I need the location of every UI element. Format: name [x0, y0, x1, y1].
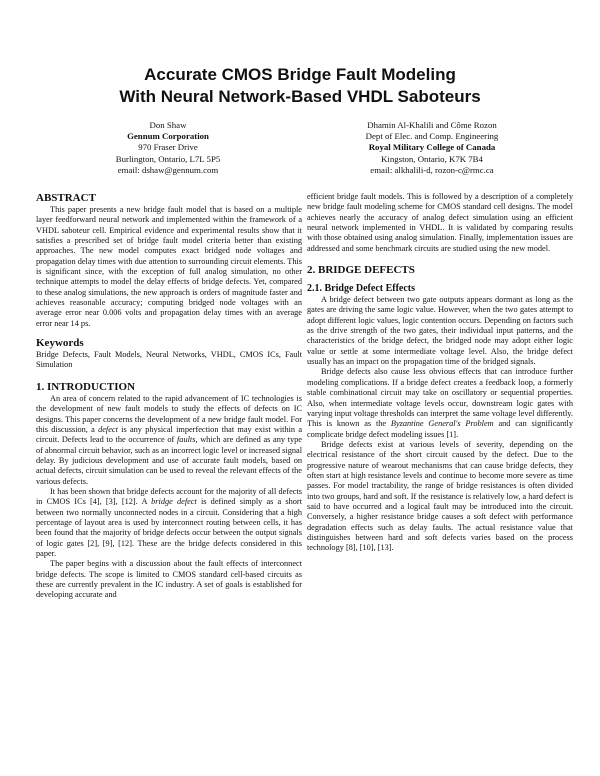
keywords-text: Bridge Defects, Fault Models, Neural Networks, VHDL, CMOS ICs, Fault Simulation: [36, 350, 302, 370]
introduction-heading: 1. INTRODUCTION: [36, 380, 136, 393]
author-address: Kingston, Ontario, K7K 7B4: [381, 153, 483, 164]
s21-p2-text: Bridge defects also cause less obvious effects that can introduce further modeling complications. If a bridge defect creates a feedback loop, a formerly stable combinational circuit may take on oscillatory or sequential properties. Also, when intermediate voltage levels occur, downstream logic gates with varying input voltage thresholds can interpret the same voltage level differently. This is known as the: [307, 367, 573, 429]
author-address-2: Burlington, Ontario, L7L 5P5: [115, 153, 221, 164]
intro-p2-text: It has been shown that bridge defects account for the majority of all defects in CMOS ICs [4], [3], [12]. A: [36, 486, 302, 507]
abstract-heading: ABSTRACT: [36, 192, 96, 204]
keywords-heading: Keywords: [36, 337, 84, 350]
abstract-text: This paper presents a new bridge fault model that is based on a multiple layer feedforward neural network and implemented within the framework of a VHDL saboteur cell. Empirical evidence and experimental results show that it satisfies a prescribed set of bridge fault model criteria better than existing approaches. The new model computes exact bridged node voltages and propagation delay times with due attention to surrounding circuit elements. This is significant since, with the exception of full analog simulation, no other technique attempts to model the delay effects of bridge defects. Yet, compared to these analog simulations, the new approach is orders of magnitude faster and achieves reasonable accuracy; computing bridged node voltages with an average error near 0.006 volts and propagation delay times with an average error near 14 ps.: [36, 205, 302, 328]
section-2-1-paragraph-1: A bridge defect between two gate outputs appears dormant as long as the gates are driving the same logic value. However, when the two gates attempt to adopt different logic values, logic contention occurs. Depending on factors such as the drive strength of the two gates, their individual input patterns, and the characteristics of the bridge defect, the bridged node may adopt either logic value or settle at some intermediate voltage level. Also, the bridge defect usually has an impact on the propagation time of the bridged signals.: [307, 295, 573, 367]
intro-paragraph-1: [36, 394, 302, 487]
author-name: Don Shaw: [149, 120, 187, 130]
s21-p2-text-b: and can significantly complicate bridge defect modeling issues [1].: [307, 419, 574, 439]
left-column: [36, 192, 302, 601]
intro-paragraph-3: The paper begins with a discussion about the fault effects of interconnect bridge defects. The scope is limited to CMOS standard cell-based circuits as these are currently prevalent in the IC industry. A set of goals is established for developing accurate and: [36, 559, 302, 600]
intro-p1-text-b: is any physical imperfection that may exist within a circuit. Defects lead to the occurrence of: [36, 424, 303, 445]
author-email: email: dshaw@gennum.com: [117, 164, 219, 175]
intro-continuation: efficient bridge fault models. This is followed by a description of a completely new bridge fault modeling scheme for CMOS standard cell designs. The model achieves nearly the accuracy of analog defect simulation using an efficient neural network implemented in VHDL. It is validated by comparing results with those obtained using analog simulation. Finally, implementation issues are addressed and some benchmark circuits are studied using the new model.: [307, 192, 573, 253]
title-line-1: Accurate CMOS Bridge Fault Modeling: [144, 65, 456, 84]
right-column: [307, 192, 573, 554]
section-2-1-paragraph-2: [307, 367, 573, 439]
author-dept: Dept of Elec. and Comp. Engineering: [365, 131, 499, 142]
author-org: Gennum Corporation: [127, 131, 209, 142]
section-2-1-paragraph-3: Bridge defects exist at various levels of severity, depending on the electrical resistance of the short circuit caused by the defect. Due to the progressive nature of wearout mechanisms that can cause bridge defects, they often start at high resistance levels and continue to become more severe as time passes. For model tractability, the range of bridge resistances is often divided into two groups, hard and soft. If the resistance is relatively low, a hard defect is said to have occurred and a logical fault may be introduced into the circuit. Conversely, a higher resistance bridge causes a soft defect with performance degradation effects such as delay faults. The actual resistance value that distinguishes between hard and soft defects varies based on the process technology [8], [10], [13].: [307, 439, 573, 553]
section-2-heading: 2. BRIDGE DEFECTS: [307, 264, 415, 277]
intro-p2-text-b: is defined simply as a short between two normally unconnected nodes in a circuit. Considering that a high percentage of layout area is used by interconnect routing between cells, it has been found that the majority of bridge defects occur between the output signals of logic gates [2], [9], [12]. These are the bridge defects considered in this paper.: [36, 497, 302, 558]
term-defect: defect: [98, 424, 118, 434]
term-faults: faults,: [177, 435, 198, 445]
author-address-1: 970 Fraser Drive: [138, 142, 198, 153]
section-2-1-heading: 2.1. Bridge Defect Effects: [307, 283, 416, 295]
author-block-1: [36, 120, 300, 176]
author-block-2: [300, 120, 564, 176]
intro-p1-text: An area of concern related to the rapid advancement of IC technologies is the development of new fault models to study the effects of defects on IC designs. This paper concerns the development of a new bridge fault model. For this discussion, a: [36, 393, 302, 434]
title-line-2: With Neural Network-Based VHDL Saboteurs: [119, 87, 481, 106]
paper-title: [0, 64, 600, 108]
author-org: Royal Military College of Canada: [368, 142, 496, 153]
term-bridge-defect: bridge defect: [151, 497, 197, 507]
intro-p1-text-c: which are defined as any type of abnormal circuit behavior, such as an incorrect logic level or increased signal delay. By judicious development and use of accurate fault models, based on actual defects, circuit simulation can be used to reveal the relevant effects of the various defects.: [36, 435, 302, 486]
author-email: email: alkhalili-d, rozon-c@rmc.ca: [370, 164, 494, 175]
intro-paragraph-2: [36, 487, 302, 559]
author-name: Dhamin Al-Khalili and Côme Rozon: [367, 120, 497, 130]
term-byzantine: Byzantine General's Problem: [390, 419, 494, 429]
